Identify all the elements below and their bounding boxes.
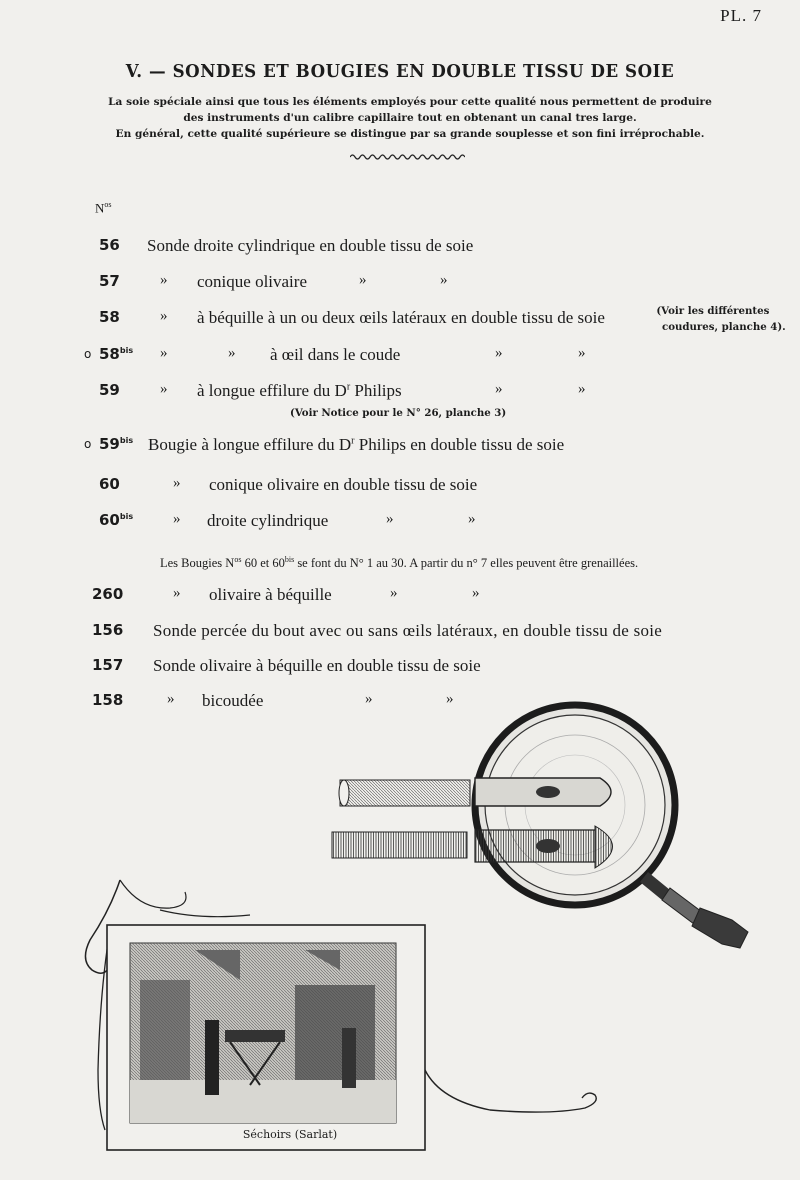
item-description: Sonde droite cylindrique en double tissu de soie: [147, 236, 474, 255]
ditto-mark: »: [440, 272, 448, 288]
list-item: [0, 511, 800, 533]
ditto-mark: »: [160, 272, 168, 288]
item-number: 156: [92, 621, 124, 639]
intro-line: La soie spéciale ainsi que tous les éléments employés pour cette qualité nous permettent de produire: [108, 96, 712, 108]
list-item: [0, 621, 800, 643]
side-note-line: coudures, planche 4).: [662, 321, 786, 333]
side-note: [640, 303, 786, 335]
list-item: [0, 435, 800, 457]
ditto-mark: »: [173, 475, 181, 491]
ditto-mark: »: [468, 511, 476, 527]
illustration-caption: Séchoirs (Sarlat): [242, 1128, 338, 1141]
item-description: à œil dans le coude: [270, 345, 401, 364]
intro-line: En général, cette qualité supérieure se distingue par sa grande souplesse et son fini irréprochable.: [115, 128, 705, 140]
ditto-mark: »: [495, 345, 503, 361]
item-description: conique olivaire en double tissu de soie: [209, 475, 478, 494]
item-description: à béquille à un ou deux œils latéraux en double tissu de soie: [197, 308, 605, 327]
ditto-mark: »: [578, 381, 586, 397]
item-number: 157: [92, 656, 124, 674]
list-item: [0, 381, 800, 403]
item-description: à longue effilure du $D^r$ Philips: [197, 381, 402, 400]
intro-line: des instruments d'un calibre capillaire tout en obtenant un canal tres large.: [183, 112, 637, 124]
item-description: olivaire à béquille: [209, 585, 332, 604]
bougies-info-note: Les Bougies $N^{os}$ 60 et $60^{bis}$ se font du N° 1 au 30. A partir du n° 7 elles peuvent être grenaillées.: [160, 555, 639, 571]
plate-number: PL. 7: [720, 6, 762, 25]
ditto-mark: »: [365, 691, 373, 707]
list-item: [0, 585, 800, 607]
list-item: [0, 272, 800, 294]
ditto-mark: »: [472, 585, 480, 601]
circle-marker: o: [84, 437, 92, 451]
list-item: [0, 475, 800, 497]
notice-reference: (Voir Notice pour le N° 26, planche 3): [290, 407, 507, 419]
factory-engraving-frame: [80, 870, 620, 1160]
ditto-mark: »: [386, 511, 394, 527]
ditto-mark: »: [160, 381, 168, 397]
ditto-mark: »: [359, 272, 367, 288]
numbers-header: $N^{os}$: [95, 200, 112, 216]
list-item: [0, 345, 800, 367]
ornament-divider: [350, 152, 465, 162]
ditto-mark: »: [173, 585, 181, 601]
ditto-mark: »: [446, 691, 454, 707]
ditto-mark: »: [578, 345, 586, 361]
ditto-mark: »: [160, 308, 168, 324]
ditto-mark: »: [390, 585, 398, 601]
item-number: 56: [99, 236, 120, 254]
ditto-mark: »: [495, 381, 503, 397]
circle-marker: o: [84, 347, 92, 361]
list-item: [0, 236, 800, 258]
item-number: 60: [99, 475, 120, 493]
intro-paragraph: [95, 94, 725, 142]
side-note-line: (Voir les différentes: [656, 305, 770, 317]
item-number: $60^{bis}$: [99, 511, 134, 529]
ditto-mark: »: [173, 511, 181, 527]
item-number: $59^{bis}$: [99, 435, 134, 453]
item-description: conique olivaire: [197, 272, 307, 291]
item-description: Bougie à longue effilure du $D^r$ Philips en double tissu de soie: [148, 435, 565, 454]
item-description: droite cylindrique: [207, 511, 329, 530]
item-number: 260: [92, 585, 124, 603]
item-number: 59: [99, 381, 120, 399]
item-number: $58^{bis}$: [99, 345, 134, 363]
item-description: bicoudée: [202, 691, 264, 710]
ditto-mark: »: [160, 345, 168, 361]
ditto-mark: »: [167, 691, 175, 707]
ditto-mark: »: [228, 345, 236, 361]
list-item: [0, 656, 800, 678]
item-description: Sonde percée du bout avec ou sans œils latéraux, en double tissu de soie: [153, 621, 662, 640]
item-number: 58: [99, 308, 120, 326]
item-description: Sonde olivaire à béquille en double tissu de soie: [153, 656, 481, 675]
item-number: 57: [99, 272, 120, 290]
item-number: 158: [92, 691, 124, 709]
page-title: V. — SONDES ET BOUGIES EN DOUBLE TISSU DE SOIE: [125, 62, 675, 82]
